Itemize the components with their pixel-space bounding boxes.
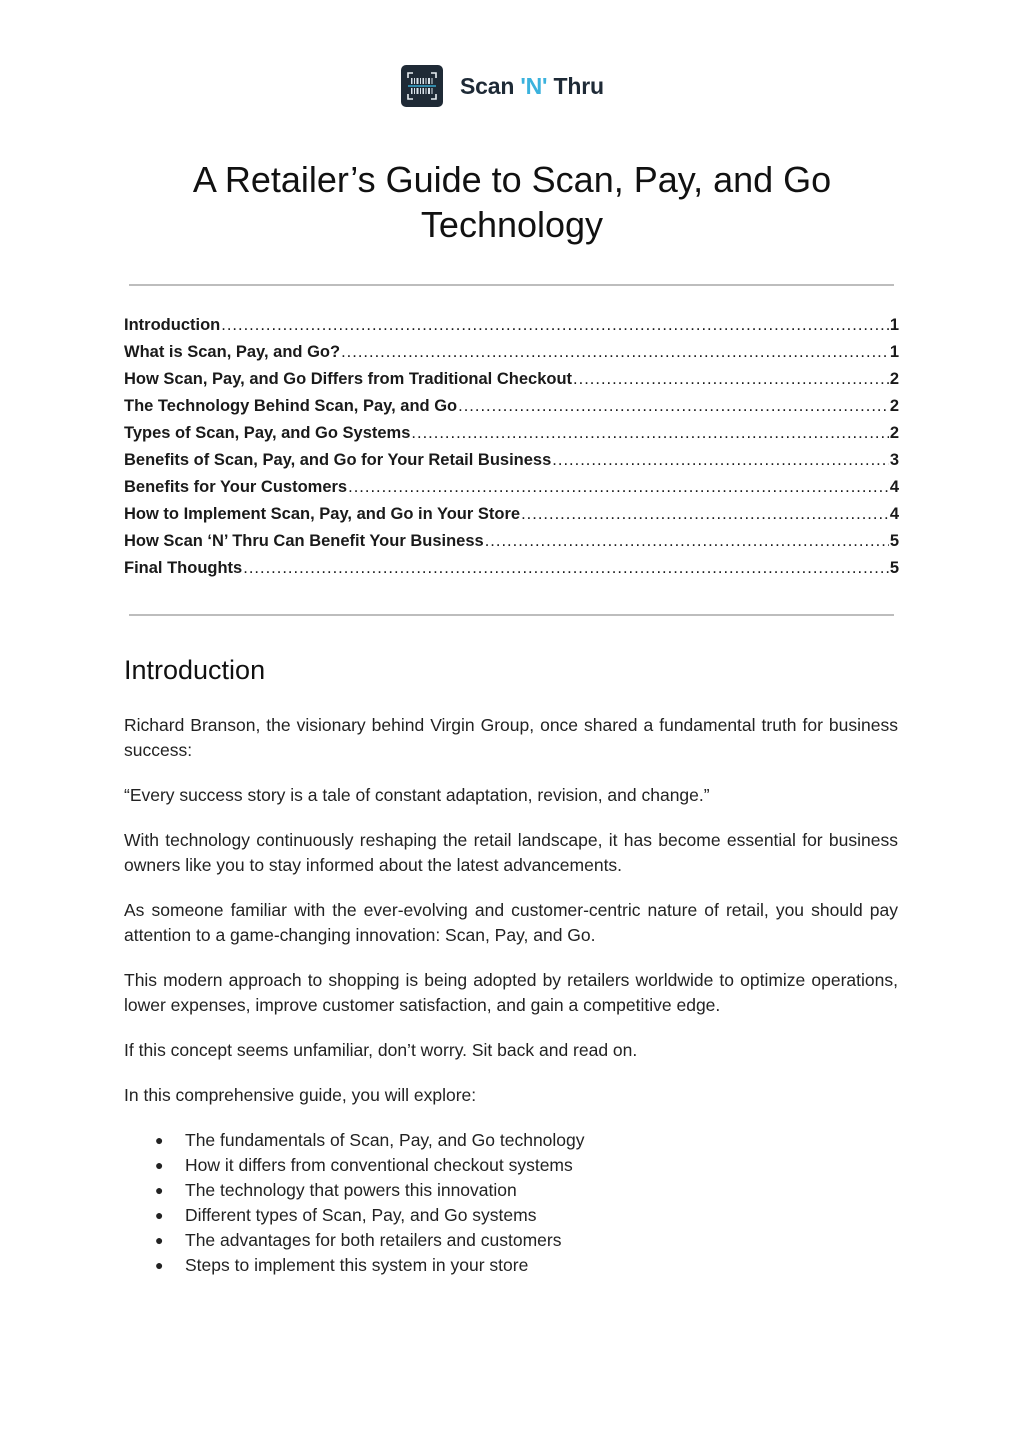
toc-entry-label: How to Implement Scan, Pay, and Go in Your Store [124, 505, 521, 523]
list-item [124, 1203, 898, 1228]
barcode-scanner-icon [401, 65, 443, 107]
toc-entry-benefits-business[interactable] [124, 451, 899, 478]
list-item [124, 1253, 898, 1278]
toc-leader-dots [485, 532, 889, 551]
toc-entry-page: 4 [889, 505, 899, 523]
toc-entry-label: How Scan ‘N’ Thru Can Benefit Your Business [124, 532, 484, 550]
document-title: A Retailer’s Guide to Scan, Pay, and Go Technology [192, 159, 832, 245]
bullet-icon: ● [155, 1257, 164, 1273]
list-item [124, 1178, 898, 1203]
toc-entry-what-is[interactable] [124, 343, 899, 370]
paragraph: If this concept seems unfamiliar, don’t worry. Sit back and read on. [124, 1040, 638, 1060]
toc-entry-label: How Scan, Pay, and Go Differs from Traditional Checkout [124, 370, 573, 388]
toc-leader-dots [243, 559, 889, 578]
list-item-text: The fundamentals of Scan, Pay, and Go technology [185, 1130, 585, 1150]
toc-entry-final-thoughts[interactable] [124, 559, 899, 586]
toc-entry-types[interactable] [124, 424, 899, 451]
paragraph: With technology continuously reshaping the retail landscape, it has become essential for business owners like you to stay informed about the latest advancements. [124, 830, 898, 875]
toc-leader-dots [411, 424, 888, 443]
table-of-contents [124, 316, 899, 586]
toc-leader-dots [341, 343, 889, 362]
toc-leader-dots [521, 505, 889, 524]
bullet-icon: ● [155, 1232, 164, 1248]
toc-entry-label: Final Thoughts [124, 559, 243, 577]
toc-entry-technology[interactable] [124, 397, 899, 424]
quote-paragraph: “Every success story is a tale of constant adaptation, revision, and change.” [124, 785, 710, 805]
section-heading: Introduction [124, 655, 266, 685]
divider [129, 614, 894, 616]
toc-entry-page: 1 [889, 316, 899, 334]
toc-entry-label: Benefits for Your Customers [124, 478, 348, 496]
bullet-icon: ● [155, 1157, 164, 1173]
toc-entry-implement[interactable] [124, 505, 899, 532]
list-item-text: How it differs from conventional checkout systems [185, 1155, 573, 1175]
list-item-text: Different types of Scan, Pay, and Go systems [185, 1205, 537, 1225]
toc-entry-scan-n-thru[interactable] [124, 532, 899, 559]
brand-logo [401, 64, 604, 108]
list-item-text: The advantages for both retailers and customers [185, 1230, 562, 1250]
list-item-text: Steps to implement this system in your store [185, 1255, 529, 1275]
toc-entry-differs[interactable] [124, 370, 899, 397]
list-item-text: The technology that powers this innovation [185, 1180, 517, 1200]
toc-entry-page: 5 [889, 559, 899, 577]
bullet-icon: ● [155, 1132, 164, 1148]
toc-entry-label: Types of Scan, Pay, and Go Systems [124, 424, 411, 442]
toc-entry-label: Benefits of Scan, Pay, and Go for Your Retail Business [124, 451, 552, 469]
section-body [124, 713, 898, 1278]
toc-entry-benefits-customers[interactable] [124, 478, 899, 505]
toc-entry-page: 3 [889, 451, 899, 469]
bullet-icon: ● [155, 1182, 164, 1198]
paragraph: As someone familiar with the ever-evolving and customer-centric nature of retail, you should pay attention to a game-changing innovation: Scan, Pay, and Go. [124, 900, 898, 945]
toc-entry-label: The Technology Behind Scan, Pay, and Go [124, 397, 458, 415]
toc-entry-introduction[interactable] [124, 316, 899, 343]
list-item [124, 1228, 898, 1253]
toc-entry-label: What is Scan, Pay, and Go? [124, 343, 341, 361]
toc-leader-dots [573, 370, 889, 389]
toc-entry-page: 2 [889, 397, 899, 415]
divider [129, 284, 894, 286]
toc-leader-dots [221, 316, 889, 335]
paragraph: Richard Branson, the visionary behind Virgin Group, once shared a fundamental truth for business success: [124, 715, 898, 760]
toc-entry-page: 2 [889, 424, 899, 442]
paragraph: This modern approach to shopping is being adopted by retailers worldwide to optimize operations, lower expenses, improve customer satisfaction, and gain a competitive edge. [124, 970, 898, 1015]
toc-entry-page: 1 [889, 343, 899, 361]
toc-entry-page: 2 [889, 370, 899, 388]
list-item [124, 1153, 898, 1178]
toc-leader-dots [458, 397, 889, 416]
toc-entry-page: 4 [889, 478, 899, 496]
toc-leader-dots [552, 451, 889, 470]
list-item [124, 1128, 898, 1153]
toc-entry-page: 5 [889, 532, 899, 550]
toc-leader-dots [348, 478, 889, 497]
bullet-icon: ● [155, 1207, 164, 1223]
toc-entry-label: Introduction [124, 316, 221, 334]
brand-wordmark: Scan 'N' Thru [460, 72, 604, 99]
bullet-list [124, 1128, 898, 1278]
paragraph: In this comprehensive guide, you will explore: [124, 1085, 477, 1105]
